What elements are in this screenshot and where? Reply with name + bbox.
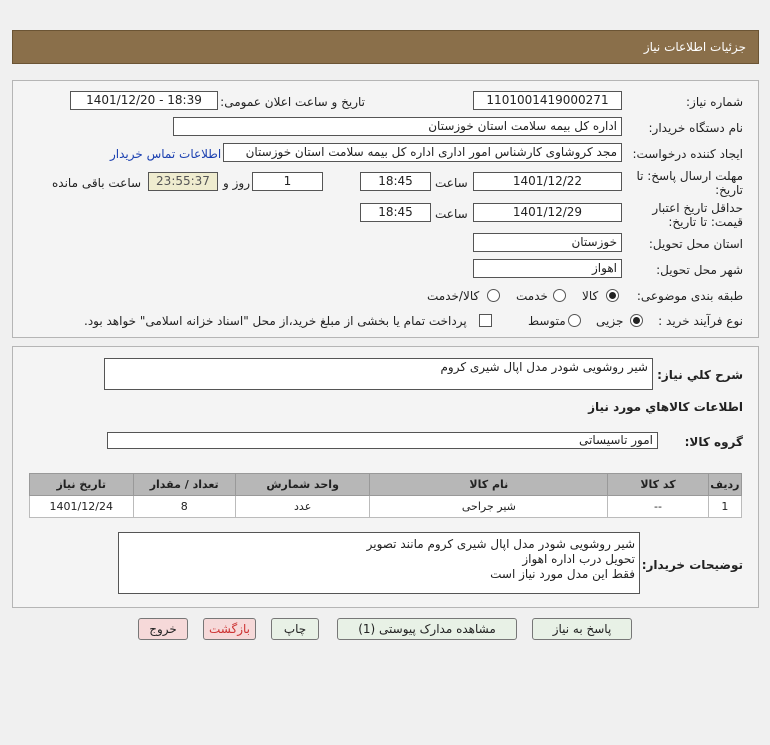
process-medium-label: متوسط [528,314,566,328]
exit-button[interactable]: خروج [138,618,188,640]
category-service-radio[interactable] [553,289,566,302]
col-header-code: کد کالا [608,474,708,496]
description-field [118,532,640,594]
table-row [30,496,742,518]
category-goods-label: کالا [582,289,599,303]
validity-label: حداقل تاریخ اعتبار [652,201,743,215]
deadline-label-2: تاریخ: [715,183,743,197]
cell-name: شیر جراحی [370,496,608,518]
col-header-unit: واحد شمارش [235,474,369,496]
goods-group-field: امور تاسیساتی [107,432,658,449]
col-header-quantity: تعداد / مقدار [133,474,235,496]
requester-label: ایجاد کننده درخواست: [632,147,743,161]
col-header-name: نام کالا [370,474,608,496]
city-label: شهر محل تحویل: [656,263,743,277]
announce-label: تاریخ و ساعت اعلان عمومی: [220,95,365,109]
table-header-row [30,474,742,496]
col-header-date: تاریخ نیاز [30,474,134,496]
need-number-field: 1101001419000271 [473,91,622,110]
process-minor-radio[interactable] [630,314,643,327]
cell-code: -- [608,496,708,518]
category-service-label: خدمت [516,289,548,303]
city-field: اهواز [473,259,622,278]
province-label: استان محل تحویل: [648,237,743,251]
validity-time-label: ساعت [435,207,468,221]
category-goods-radio[interactable] [606,289,619,302]
category-goods-service-radio[interactable] [487,289,500,302]
deadline-label: مهلت ارسال پاسخ: تا [636,169,743,183]
deadline-date-field: 1401/12/22 [473,172,622,191]
need-number-label: شماره نیاز: [686,95,743,109]
process-minor-label: جزیی [596,314,624,328]
attachments-button[interactable]: مشاهده مدارک پیوستی (1) [337,618,517,640]
remaining-time-field: 23:55:37 [148,172,218,191]
process-label: نوع فرآیند خرید : [658,314,743,328]
category-label: طبقه بندی موضوعی: [636,289,743,303]
cell-unit: عدد [235,496,369,518]
goods-group-label: گروه کالا: [684,435,743,449]
contact-info-link[interactable]: اطلاعات تماس خریدار [110,147,222,161]
province-field: خوزستان [473,233,622,252]
days-label: روز و [223,176,250,190]
remaining-label: ساعت باقی مانده [52,176,142,190]
cell-row-number: 1 [708,496,741,518]
need-title-label: شرح کلي نياز: [657,368,743,382]
cell-date: 1401/12/24 [30,496,134,518]
page-header [12,30,759,64]
buyer-org-label: نام دستگاه خریدار: [648,121,743,135]
process-medium-radio[interactable] [568,314,581,327]
validity-label-2: قیمت: تا تاریخ: [668,215,743,229]
need-title-field: شیر روشویی شودر مدل اپال شیری کروم [104,358,653,390]
cell-quantity: 8 [133,496,235,518]
validity-time-field: 18:45 [360,203,431,222]
reply-button[interactable]: پاسخ به نیاز [532,618,632,640]
description-line: شیر روشویی شودر مدل اپال شیری کروم مانند تصویر [366,537,635,551]
description-line: فقط این مدل مورد نیاز است [490,567,635,581]
treasury-payment-checkbox[interactable] [479,314,492,327]
print-button[interactable]: چاپ [271,618,319,640]
announce-field: 1401/12/20 - 18:39 [70,91,218,110]
requester-field: مجد کروشاوی کارشناس امور اداری اداره کل بیمه سلامت استان خوزستان [223,143,622,162]
goods-info-heading: اطلاعات کالاهاي مورد نياز [588,400,743,414]
page-title: جزئیات اطلاعات نیاز [643,40,746,54]
days-field: 1 [252,172,323,191]
goods-table [29,473,742,518]
back-button[interactable]: بازگشت [203,618,256,640]
treasury-payment-note: پرداخت تمام یا بخشی از مبلغ خرید،از محل "اسناد خزانه اسلامی" خواهد بود. [84,314,467,328]
col-header-row-number: ردیف [708,474,741,496]
validity-date-field: 1401/12/29 [473,203,622,222]
description-line: تحویل درب اداره اهواز [522,552,635,566]
deadline-time-label: ساعت [435,176,468,190]
deadline-time-field: 18:45 [360,172,431,191]
category-goods-service-label: کالا/خدمت [427,289,480,303]
buyer-org-field: اداره کل بیمه سلامت استان خوزستان [173,117,622,136]
description-label: توضیحات خریدار: [641,558,743,572]
